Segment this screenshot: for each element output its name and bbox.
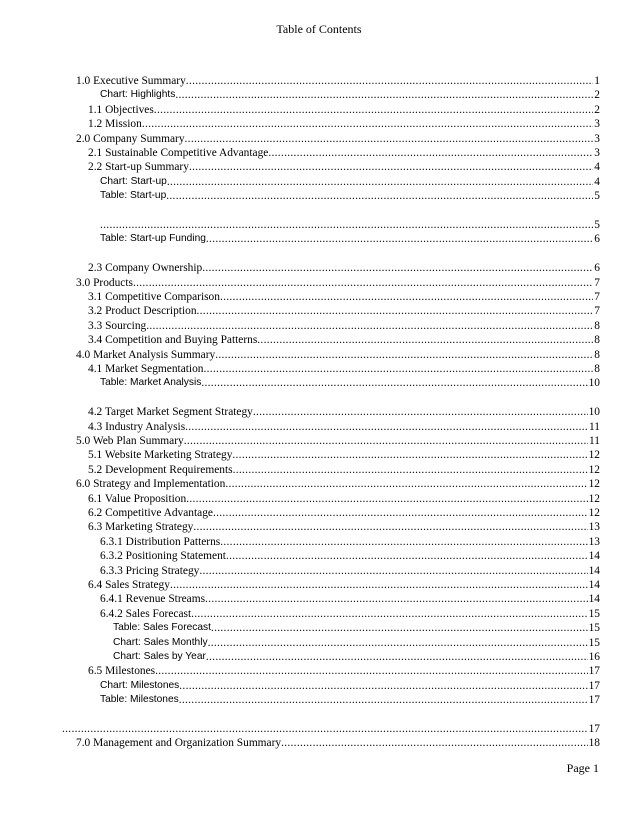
toc-entry-page: 7 xyxy=(594,305,600,318)
toc-entry[interactable] xyxy=(88,520,600,534)
toc-entry-page: 8 xyxy=(594,319,600,332)
toc-entry-page: 18 xyxy=(588,737,600,750)
toc-entry-page: 7 xyxy=(594,291,600,303)
toc-dot-leader xyxy=(213,506,588,520)
toc-entry[interactable] xyxy=(76,434,600,448)
toc-entry[interactable] xyxy=(62,722,600,736)
toc-entry-page: 17 xyxy=(588,665,600,678)
toc-entry[interactable] xyxy=(88,405,600,419)
page-title: Table of Contents xyxy=(276,22,362,36)
toc-entry-page: 12 xyxy=(588,463,600,476)
toc-entry-title: 5.2 Development Requirements xyxy=(88,463,233,476)
toc-dot-leader xyxy=(208,636,588,650)
toc-entry-title: 6.3 Marketing Strategy xyxy=(88,521,194,534)
toc-dot-leader xyxy=(206,232,593,246)
toc-dot-leader xyxy=(186,492,587,506)
toc-entry-title: 6.4 Sales Strategy xyxy=(88,579,170,591)
toc-dot-leader xyxy=(253,405,588,419)
toc-entry-page: 7 xyxy=(594,276,600,289)
toc-entry-title: 3.0 Products xyxy=(76,276,133,289)
toc-dot-leader xyxy=(167,175,593,189)
toc-entry-title: Chart: Start-up xyxy=(100,175,167,187)
toc-entry[interactable] xyxy=(88,160,600,174)
toc-dot-leader xyxy=(202,261,593,275)
toc-dot-leader xyxy=(154,103,594,117)
toc-entry[interactable] xyxy=(76,276,600,290)
toc-entry-page: 5 xyxy=(594,219,600,231)
toc-entry[interactable] xyxy=(76,348,600,362)
toc-dot-leader xyxy=(197,304,594,318)
toc-entry-page: 6 xyxy=(594,233,600,246)
toc-entry-title: 4.2 Target Market Segment Strategy xyxy=(88,406,253,419)
toc-entry[interactable] xyxy=(100,232,600,246)
toc-entry-page: 13 xyxy=(588,521,600,534)
toc-entry[interactable] xyxy=(88,448,600,462)
toc-dot-leader xyxy=(142,117,593,131)
toc-dot-leader xyxy=(257,333,593,347)
toc-dot-leader xyxy=(186,74,594,88)
toc-entry[interactable] xyxy=(100,549,600,563)
toc-entry[interactable] xyxy=(100,564,600,578)
toc-entry-title: Chart: Sales Monthly xyxy=(113,636,208,648)
toc-dot-leader xyxy=(100,218,593,232)
toc-dot-leader xyxy=(179,679,587,693)
toc-dot-leader xyxy=(233,463,588,477)
toc-entry-title: 6.3.2 Positioning Statement xyxy=(100,550,226,563)
toc-entry-page: 3 xyxy=(594,147,600,159)
toc-dot-leader xyxy=(184,434,588,448)
toc-entry-title: 4.1 Market Segmentation xyxy=(88,363,204,375)
toc-dot-leader xyxy=(175,88,593,102)
toc-entry-title: Table: Market Analysis xyxy=(100,377,202,389)
toc-dot-leader xyxy=(185,132,594,146)
toc-entry[interactable] xyxy=(100,693,600,707)
toc-entry-page: 14 xyxy=(588,550,600,563)
toc-entry-title: 4.0 Market Analysis Summary xyxy=(76,348,216,361)
toc-entry-title: Table: Start-up xyxy=(100,190,167,202)
toc-entry-title: 1.2 Mission xyxy=(88,118,142,131)
toc-entry-page: 4 xyxy=(594,161,600,174)
toc-entry-title: 1.1 Objectives xyxy=(88,103,154,116)
toc-entry-page: 15 xyxy=(588,622,600,635)
toc-entry-title: 3.1 Competitive Comparison xyxy=(88,291,220,303)
toc-entry-page: 11 xyxy=(589,435,600,447)
toc-dot-leader xyxy=(215,348,593,362)
toc-entry[interactable] xyxy=(88,362,600,376)
toc-entry-page: 17 xyxy=(588,679,600,692)
toc-entry[interactable] xyxy=(88,117,600,131)
toc-entry-page: 10 xyxy=(588,377,600,390)
toc-entry-title: 3.2 Product Description xyxy=(88,305,197,318)
toc-dot-leader xyxy=(166,189,593,203)
toc-entry[interactable] xyxy=(88,492,600,506)
toc-entry-page: 4 xyxy=(594,175,600,188)
toc-dot-leader xyxy=(220,535,587,549)
toc-entry[interactable] xyxy=(88,578,600,592)
toc-entry-page: 8 xyxy=(594,363,600,375)
toc-dot-leader xyxy=(146,319,593,333)
toc-entry-page: 13 xyxy=(588,535,600,548)
toc-entry[interactable] xyxy=(88,319,600,333)
toc-entry-page: 14 xyxy=(588,593,600,606)
toc-entry-title: 6.4.2 Sales Forecast xyxy=(100,607,192,620)
page-number: Page 1 xyxy=(566,761,599,775)
toc-entry-title: 6.3.3 Pricing Strategy xyxy=(100,564,200,577)
toc-dot-leader xyxy=(281,736,588,750)
toc-entry-page: 17 xyxy=(588,723,600,735)
toc-entry-page: 17 xyxy=(588,694,600,707)
toc-entry[interactable] xyxy=(88,420,600,434)
toc-entry-title: 2.3 Company Ownership xyxy=(88,262,203,275)
toc-dot-leader xyxy=(226,549,588,563)
toc-dot-leader xyxy=(191,607,588,621)
toc-entry[interactable] xyxy=(113,650,600,664)
toc-entry[interactable] xyxy=(113,636,600,650)
toc-dot-leader xyxy=(232,448,587,462)
toc-entry-page: 14 xyxy=(588,564,600,577)
toc-entry[interactable] xyxy=(88,290,600,304)
toc-entry[interactable] xyxy=(76,477,600,491)
toc-dot-leader xyxy=(211,621,588,635)
toc-entry[interactable] xyxy=(100,88,600,102)
toc-entry-title: 5.1 Website Marketing Strategy xyxy=(88,449,233,462)
toc-entry-title: 6.1 Value Proposition xyxy=(88,492,187,505)
toc-entry-title: 6.3.1 Distribution Patterns xyxy=(100,535,221,548)
toc-entry-page: 15 xyxy=(588,607,600,620)
toc-dot-leader xyxy=(62,722,588,736)
toc-dot-leader xyxy=(268,146,593,160)
toc-entry-page: 2 xyxy=(594,103,600,116)
toc-entry[interactable] xyxy=(76,132,600,146)
toc-entry-title: 2.1 Sustainable Competitive Advantage xyxy=(88,147,269,159)
toc-entry[interactable] xyxy=(88,146,600,160)
toc-entry[interactable] xyxy=(100,535,600,549)
toc-entry-title: Chart: Highlights xyxy=(100,89,176,101)
toc-entry-page: 11 xyxy=(589,420,600,433)
toc-entry-title: Chart: Sales by Year xyxy=(113,651,206,662)
toc-dot-leader xyxy=(201,376,587,390)
toc-dot-leader xyxy=(199,564,587,578)
toc-entry-title: 5.0 Web Plan Summary xyxy=(76,435,184,447)
toc-entry-page: 14 xyxy=(588,579,600,591)
toc-entry-title: Table: Start-up Funding xyxy=(100,233,206,245)
toc-entry-page: 12 xyxy=(588,492,600,505)
toc-entry[interactable] xyxy=(76,74,600,88)
toc-entry-title: 3.4 Competition and Buying Patterns xyxy=(88,334,258,347)
toc-entry[interactable] xyxy=(88,506,600,520)
toc-entry-page: 3 xyxy=(594,118,600,131)
toc-entry[interactable] xyxy=(76,736,600,750)
toc-entry[interactable] xyxy=(88,664,600,678)
toc-entry[interactable] xyxy=(113,621,600,635)
toc-entry[interactable] xyxy=(100,189,600,203)
toc-entry-page: 12 xyxy=(588,449,600,462)
toc-entry[interactable] xyxy=(88,261,600,275)
toc-entry-page: 8 xyxy=(594,348,600,361)
toc-dot-leader xyxy=(185,420,588,434)
toc-entry[interactable] xyxy=(100,592,600,606)
toc-entry[interactable] xyxy=(100,175,600,189)
toc-entry-title: 6.4.1 Revenue Streams xyxy=(100,593,206,606)
toc-entry-title: 2.2 Start-up Summary xyxy=(88,161,189,174)
toc-entry[interactable] xyxy=(88,304,600,318)
toc-entry[interactable] xyxy=(88,333,600,347)
toc-entry-page: 15 xyxy=(588,636,600,649)
toc-dot-leader xyxy=(193,520,587,534)
toc-entry-page: 6 xyxy=(594,262,600,275)
toc-entry-title: 6.5 Milestones xyxy=(88,665,156,678)
toc-dot-leader xyxy=(225,477,587,491)
toc-dot-leader xyxy=(220,290,593,304)
toc-dot-leader xyxy=(170,578,588,592)
toc-dot-leader xyxy=(206,650,588,664)
toc-entry-title: 3.3 Sourcing xyxy=(88,319,147,332)
toc-entry-page: 5 xyxy=(594,190,600,203)
toc-dot-leader xyxy=(189,160,593,174)
toc-entry-page: 12 xyxy=(588,478,600,491)
toc-entry-title: 6.0 Strategy and Implementation xyxy=(76,478,226,491)
toc-entry-page: 8 xyxy=(594,334,600,347)
toc-entry[interactable] xyxy=(88,463,600,477)
toc-entry-page: 2 xyxy=(594,89,600,102)
toc-entry[interactable] xyxy=(100,218,600,232)
toc-dot-leader xyxy=(155,664,588,678)
toc-entry-title: Table: Sales Forecast xyxy=(113,622,211,634)
toc-dot-leader xyxy=(203,362,593,376)
toc-entry-title: 2.0 Company Summary xyxy=(76,132,185,145)
toc-dot-leader xyxy=(205,592,588,606)
toc-entry-title: 7.0 Management and Organization Summary xyxy=(76,737,282,750)
toc-entry[interactable] xyxy=(88,103,600,117)
toc-entry[interactable] xyxy=(100,376,600,390)
toc-entry-title: Chart: Milestones xyxy=(100,679,180,691)
toc-entry-title: 6.2 Competitive Advantage xyxy=(88,507,213,519)
toc-entry-page: 3 xyxy=(594,132,600,145)
toc-dot-leader xyxy=(179,693,588,707)
toc-entry-page: 12 xyxy=(588,507,600,519)
toc-entry-page: 16 xyxy=(588,651,600,663)
toc-entry-page: 10 xyxy=(588,406,600,419)
toc-entry[interactable] xyxy=(100,679,600,693)
toc-entry-title: Table: Milestones xyxy=(100,694,179,706)
toc-entry-page: 1 xyxy=(594,75,600,87)
toc-entry-title: 1.0 Executive Summary xyxy=(76,75,186,87)
toc-entry-title: 4.3 Industry Analysis xyxy=(88,420,186,433)
toc-dot-leader xyxy=(133,276,593,290)
toc-entry[interactable] xyxy=(100,607,600,621)
